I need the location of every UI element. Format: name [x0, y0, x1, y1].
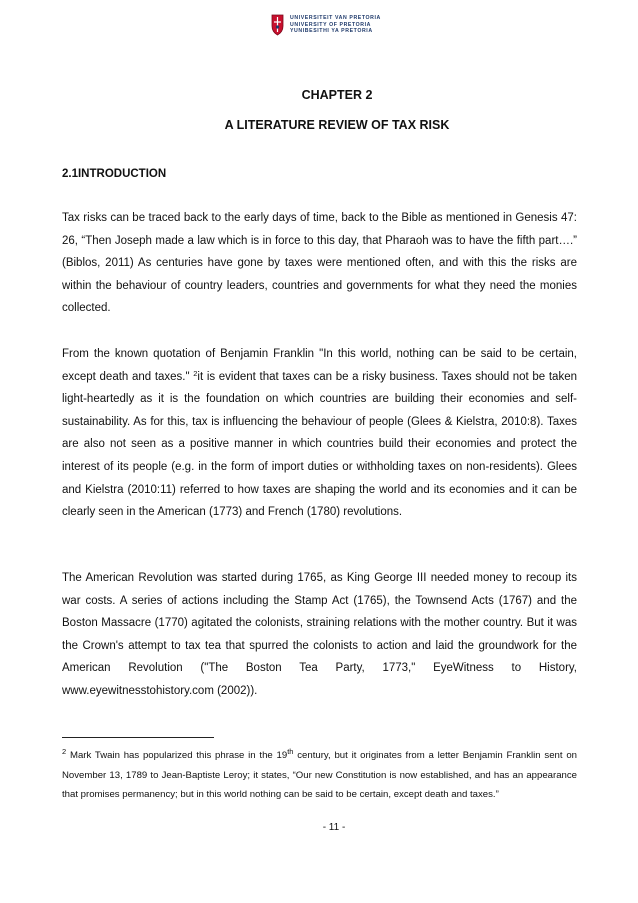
university-name [290, 15, 381, 35]
paragraph-american-revolution: The American Revolution was started during 1765, as King George III needed money to recoup its war costs. A series of actions including the Stamp Act (1765), the Townsend Acts (1767) and the Boston Massacre (1770) agitated the colonists, straining relations with the mother country. But it was the Crown's attempt to tax tea that spurred the colonists to action and laid the groundwork for the American Revolution ("The Boston Tea Party, 1773," EyeWitness to History, www.eyewitnesstohistory.com (2002)). [62, 572, 577, 697]
footnote-marker: 2 [62, 747, 67, 756]
page-number: - 11 - [322, 822, 346, 833]
footnote-text: century, but it originates from a letter Benjamin Franklin sent on November 13, 1789 to Jean-Baptiste Leroy; it states, “Our new Constitution is now established, and has an appearance that promises permanency; but in this world nothing can be said to be certain, except death and taxes.” [62, 750, 577, 800]
paragraph-text: it is evident that taxes can be a risky business. Taxes should not be taken light-heartedly as it is the foundation on which countries are building their economies and self-sustainability. As for this, tax is influencing the behaviour of people (Glees & Kielstra, 2010:8). Taxes are also not seen as a positive manner in which countries build their economies and protect the interest of its people (e.g. in the form of import duties or withholding taxes on non-residents). Glees and Kielstra (2010:11) referred to how taxes are shaping the world and its economies and it can be clearly seen in the American (1773) and French (1780) revolutions. [62, 370, 577, 519]
paragraph-tax-risk-history: Tax risks can be traced back to the early days of time, back to the Bible as mentioned in Genesis 47: 26, “Then Joseph made a law which is in force to this day, that Pharaoh was to have the fifth part….” (Biblos, 2011) As centuries have gone by taxes were mentioned often, and with this the risks are within the behaviour of country leaders, countries and governments for what they need the monies collected. [62, 212, 577, 315]
logo-line-english: UNIVERSITY OF PRETORIA [290, 21, 372, 28]
section-heading: 2.1INTRODUCTION [62, 168, 167, 180]
footnote-text: Mark Twain has popularized this phrase in the 19 [66, 750, 288, 761]
paragraph-text: From the known quotation of Benjamin Franklin "In this world, nothing can be said to be certain, except death and taxes." [62, 348, 577, 383]
paragraph-franklin-quotation [62, 343, 577, 524]
footnote-reference[interactable]: 2 [193, 368, 198, 378]
footnote [62, 746, 577, 805]
chapter-label: CHAPTER 2 [301, 88, 373, 102]
footnote-ordinal-suffix: th [287, 747, 294, 756]
chapter-title: A LITERATURE REVIEW OF TAX RISK [224, 118, 450, 132]
footnote-separator [62, 737, 214, 738]
university-logo [271, 10, 381, 40]
logo-line-afrikaans: UNIVERSITEIT VAN PRETORIA [290, 15, 381, 22]
university-crest-icon [271, 14, 284, 36]
logo-line-sepedi: YUNIBESITHI YA PRETORIA [290, 28, 373, 35]
